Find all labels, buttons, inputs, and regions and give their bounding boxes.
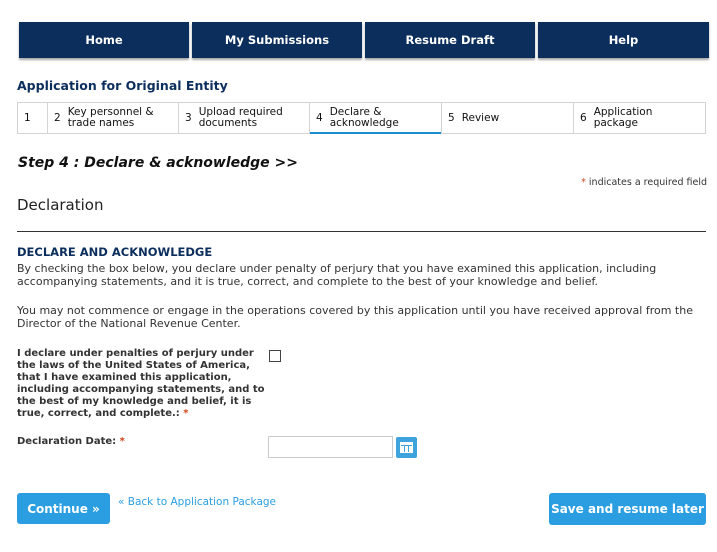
- date-label-text: Declaration Date:: [17, 436, 117, 447]
- required-note-text: indicates a required field: [585, 177, 707, 188]
- section-title: Declaration: [17, 196, 104, 214]
- save-and-resume-button[interactable]: Save and resume later: [549, 493, 706, 525]
- nav-resume-draft[interactable]: Resume Draft: [365, 22, 535, 58]
- calendar-icon: [400, 442, 413, 453]
- calendar-button[interactable]: [396, 437, 417, 458]
- step-label: Upload required documents: [198, 106, 283, 129]
- step-number: 2: [54, 112, 61, 124]
- certify-label: [17, 348, 265, 420]
- step-6[interactable]: [574, 103, 705, 133]
- step-number: 5: [448, 112, 455, 124]
- section-divider: [17, 231, 706, 232]
- application-title: Application for Original Entity: [17, 78, 228, 93]
- required-star: *: [581, 177, 586, 188]
- step-label: Application package: [593, 106, 653, 129]
- step-3[interactable]: [179, 103, 310, 133]
- step-1[interactable]: [18, 103, 48, 133]
- step-4[interactable]: [310, 103, 442, 133]
- step-number: 6: [580, 112, 587, 124]
- declaration-date-label: [17, 436, 125, 447]
- required-star: *: [119, 436, 125, 447]
- declare-paragraph-2: You may not commence or engage in the operations covered by this application until you have received approval from the Director of the National Revenue Center.: [17, 304, 693, 330]
- step-number: 3: [185, 112, 192, 124]
- step-label: Declare & acknowledge: [329, 106, 399, 129]
- step-heading: Step 4 : Declare & acknowledge >>: [18, 155, 299, 171]
- nav-help[interactable]: Help: [538, 22, 709, 58]
- declaration-date-input[interactable]: [268, 436, 393, 458]
- required-star: *: [183, 408, 189, 419]
- required-field-note: [581, 177, 707, 188]
- step-number: 1: [24, 112, 31, 124]
- back-to-application-package-link[interactable]: « Back to Application Package: [118, 496, 276, 508]
- declare-heading: DECLARE AND ACKNOWLEDGE: [17, 245, 213, 259]
- step-progress: [17, 102, 706, 134]
- step-5[interactable]: [442, 103, 574, 133]
- step-number: 4: [316, 112, 323, 124]
- nav-home[interactable]: Home: [19, 22, 189, 58]
- nav-my-submissions[interactable]: My Submissions: [192, 22, 362, 58]
- step-label: Key personnel & trade names: [67, 106, 154, 129]
- certify-checkbox[interactable]: [269, 350, 281, 362]
- step-label: Review: [461, 111, 500, 124]
- certify-label-text: I declare under penalties of perjury under the laws of the United States of America, that I have examined this application, including accompanying statements, and to the best of my knowledge and belief, it is true, correct, and complete.:: [17, 348, 265, 419]
- top-nav: [19, 22, 709, 58]
- step-2[interactable]: [48, 103, 179, 133]
- continue-button[interactable]: Continue »: [17, 493, 110, 524]
- declare-paragraph-1: By checking the box below, you declare under penalty of perjury that you have examined this application, including accompanying statements, and it is true, correct, and complete to the best of your knowledge and belief.: [17, 262, 657, 288]
